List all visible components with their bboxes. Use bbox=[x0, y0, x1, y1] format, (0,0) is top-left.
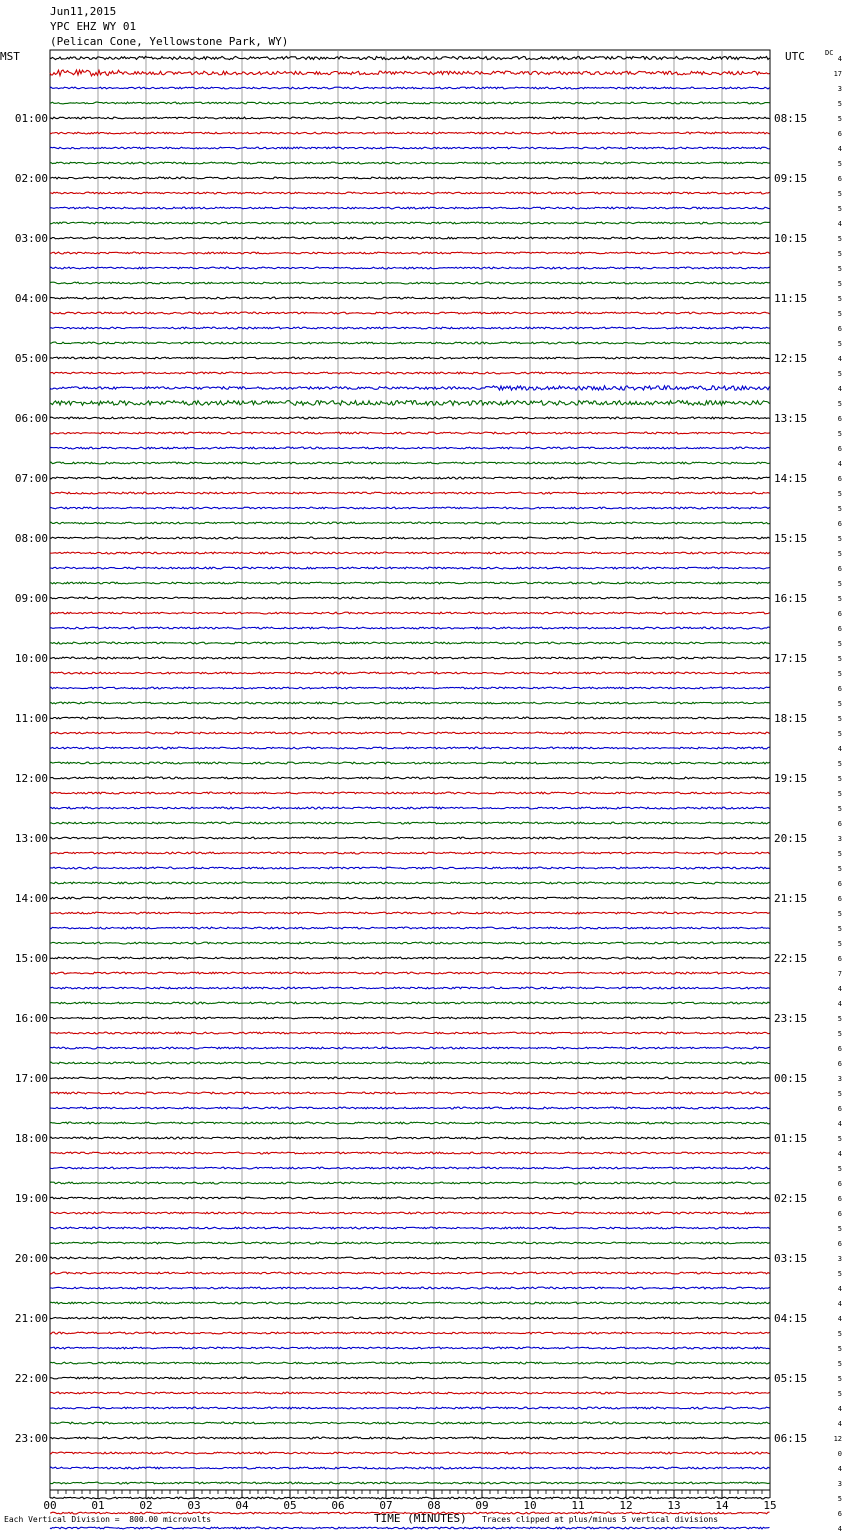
dc-offset-label: 4 bbox=[837, 1000, 842, 1008]
right-hour-label: 08:15 bbox=[774, 112, 808, 125]
seismic-trace-91 bbox=[50, 1407, 770, 1409]
dc-offset-label: 4 bbox=[837, 385, 842, 393]
dc-offset-label: 5 bbox=[837, 190, 842, 198]
dc-offset-label: 4 bbox=[837, 1300, 842, 1308]
dc-offset-label: 5 bbox=[837, 1360, 842, 1368]
seismic-trace-8 bbox=[50, 162, 770, 164]
left-hour-label: 20:00 bbox=[14, 1252, 48, 1265]
right-axis-label: UTC bbox=[785, 50, 805, 63]
dc-offset-label: 5 bbox=[837, 805, 842, 813]
dc-offset-label: 5 bbox=[837, 1270, 842, 1278]
seismic-trace-55 bbox=[50, 867, 770, 869]
dc-offset-label: 6 bbox=[837, 955, 842, 963]
dc-offset-label: 5 bbox=[837, 850, 842, 858]
seismic-trace-66 bbox=[50, 1032, 770, 1034]
seismic-trace-28 bbox=[50, 462, 770, 464]
seismic-trace-19 bbox=[50, 327, 770, 329]
dc-offset-label: 5 bbox=[837, 580, 842, 588]
right-hour-label: 12:15 bbox=[774, 352, 808, 365]
dc-offset-label: 5 bbox=[837, 115, 842, 123]
dc-offset-label: 5 bbox=[837, 865, 842, 873]
dc-offset-label: 6 bbox=[837, 415, 842, 423]
seismic-trace-56 bbox=[50, 882, 770, 884]
x-tick-label: 12 bbox=[619, 1499, 633, 1512]
seismic-trace-42 bbox=[50, 672, 770, 674]
dc-offset-label: 6 bbox=[837, 1210, 842, 1218]
seismic-trace-85 bbox=[50, 1317, 770, 1319]
seismic-trace-39 bbox=[50, 627, 770, 629]
dc-offset-label: 4 bbox=[837, 1120, 842, 1128]
right-hour-label: 15:15 bbox=[774, 532, 808, 545]
right-hour-label: 03:15 bbox=[774, 1252, 808, 1265]
dc-offset-label: 5 bbox=[837, 160, 842, 168]
dc-offset-label: 5 bbox=[837, 910, 842, 918]
x-tick-label: 04 bbox=[235, 1499, 249, 1512]
seismic-trace-45 bbox=[50, 717, 770, 719]
left-hour-label: 06:00 bbox=[14, 412, 48, 425]
seismic-trace-74 bbox=[50, 1152, 770, 1154]
dc-offset-label: 6 bbox=[837, 880, 842, 888]
dc-offset-label: 4 bbox=[837, 1285, 842, 1293]
dc-offset-label: 5 bbox=[837, 505, 842, 513]
dc-offset-label: 6 bbox=[837, 820, 842, 828]
dc-offset-label: 6 bbox=[837, 1105, 842, 1113]
seismic-trace-40 bbox=[50, 642, 770, 644]
seismic-trace-2 bbox=[50, 70, 770, 76]
dc-offset-label: 5 bbox=[837, 490, 842, 498]
seismic-trace-90 bbox=[50, 1392, 770, 1394]
left-hour-label: 03:00 bbox=[14, 232, 48, 245]
dc-offset-label: 6 bbox=[837, 445, 842, 453]
seismic-trace-48 bbox=[50, 762, 770, 764]
dc-offset-label: 5 bbox=[837, 670, 842, 678]
dc-offset-label: 3 bbox=[837, 1480, 842, 1488]
dc-offset-label: 6 bbox=[837, 130, 842, 138]
seismic-trace-79 bbox=[50, 1227, 770, 1229]
dc-offset-label: 4 bbox=[837, 55, 842, 63]
left-hour-label: 11:00 bbox=[14, 712, 48, 725]
x-tick-label: 15 bbox=[763, 1499, 777, 1512]
seismic-trace-7 bbox=[50, 147, 770, 149]
dc-offset-label: 4 bbox=[837, 1315, 842, 1323]
station-code: YPC EHZ WY 01 bbox=[50, 20, 137, 33]
seismic-trace-87 bbox=[50, 1347, 770, 1349]
left-hour-label: 13:00 bbox=[14, 832, 48, 845]
left-hour-label: 19:00 bbox=[14, 1192, 48, 1205]
right-hour-label: 02:15 bbox=[774, 1192, 808, 1205]
left-hour-label: 23:00 bbox=[14, 1432, 48, 1445]
left-hour-label: 09:00 bbox=[14, 592, 48, 605]
dc-offset-label: 5 bbox=[837, 535, 842, 543]
dc-offset-label: 5 bbox=[837, 310, 842, 318]
dc-offset-label: 6 bbox=[837, 1180, 842, 1188]
x-tick-label: 07 bbox=[379, 1499, 393, 1512]
seismic-trace-10 bbox=[50, 192, 770, 194]
dc-offset-label: 17 bbox=[833, 70, 842, 78]
seismic-trace-37 bbox=[50, 597, 770, 599]
seismic-trace-61 bbox=[50, 957, 770, 959]
right-hour-label: 04:15 bbox=[774, 1312, 808, 1325]
dc-offset-label: 12 bbox=[833, 1435, 842, 1443]
seismic-trace-99 bbox=[50, 1527, 770, 1529]
dc-offset-label: 5 bbox=[837, 1495, 842, 1503]
left-hour-label: 10:00 bbox=[14, 652, 48, 665]
dc-offset-label: 5 bbox=[837, 1165, 842, 1173]
dc-offset-label: 5 bbox=[837, 1225, 842, 1233]
seismic-trace-65 bbox=[50, 1017, 770, 1019]
seismic-trace-94 bbox=[50, 1452, 770, 1454]
dc-offset-label: 4 bbox=[837, 1150, 842, 1158]
dc-offset-label: 5 bbox=[837, 1390, 842, 1398]
dc-offset-label: 4 bbox=[837, 460, 842, 468]
dc-offset-label: 6 bbox=[837, 625, 842, 633]
x-tick-label: 14 bbox=[715, 1499, 729, 1512]
left-hour-label: 02:00 bbox=[14, 172, 48, 185]
dc-offset-label: 4 bbox=[837, 745, 842, 753]
right-hour-label: 21:15 bbox=[774, 892, 808, 905]
dc-offset-label: 6 bbox=[837, 475, 842, 483]
seismic-trace-92 bbox=[50, 1422, 770, 1424]
seismic-trace-32 bbox=[50, 522, 770, 524]
record-date: Jun11,2015 bbox=[50, 5, 117, 18]
dc-offset-label: 5 bbox=[837, 550, 842, 558]
right-hour-label: 11:15 bbox=[774, 292, 808, 305]
dc-offset-label: 5 bbox=[837, 340, 842, 348]
dc-offset-label: 6 bbox=[837, 685, 842, 693]
x-tick-label: 01 bbox=[91, 1499, 105, 1512]
right-hour-label: 14:15 bbox=[774, 472, 808, 485]
seismic-trace-30 bbox=[50, 492, 770, 494]
dc-offset-label: 4 bbox=[837, 220, 842, 228]
dc-offset-label: 5 bbox=[837, 280, 842, 288]
dc-offset-label: 0 bbox=[837, 1450, 842, 1458]
dc-offset-label: 5 bbox=[837, 235, 842, 243]
x-tick-label: 08 bbox=[427, 1499, 441, 1512]
left-hour-label: 17:00 bbox=[14, 1072, 48, 1085]
seismic-trace-70 bbox=[50, 1092, 770, 1094]
left-axis-label: MST bbox=[0, 50, 20, 63]
dc-offset-label: 5 bbox=[837, 1030, 842, 1038]
dc-offset-label: 4 bbox=[837, 1465, 842, 1473]
seismic-trace-14 bbox=[50, 252, 770, 254]
seismic-trace-18 bbox=[50, 312, 770, 314]
dc-offset-label: 3 bbox=[837, 835, 842, 843]
dc-offset-label: 5 bbox=[837, 250, 842, 258]
dc-label: DC bbox=[825, 49, 834, 57]
seismic-trace-50 bbox=[50, 792, 770, 794]
x-tick-label: 05 bbox=[283, 1499, 297, 1512]
seismic-trace-23 bbox=[50, 386, 770, 390]
seismic-trace-59 bbox=[50, 927, 770, 929]
dc-offset-label: 5 bbox=[837, 700, 842, 708]
seismic-trace-76 bbox=[50, 1182, 770, 1184]
seismic-trace-22 bbox=[50, 372, 770, 374]
dc-offset-label: 6 bbox=[837, 520, 842, 528]
dc-offset-label: 5 bbox=[837, 265, 842, 273]
right-hour-label: 23:15 bbox=[774, 1012, 808, 1025]
seismic-trace-80 bbox=[50, 1242, 770, 1244]
seismic-trace-51 bbox=[50, 807, 770, 809]
dc-offset-label: 6 bbox=[837, 610, 842, 618]
dc-offset-label: 4 bbox=[837, 145, 842, 153]
seismic-trace-57 bbox=[50, 897, 770, 899]
seismic-trace-95 bbox=[50, 1467, 770, 1469]
dc-offset-label: 5 bbox=[837, 1015, 842, 1023]
right-hour-label: 20:15 bbox=[774, 832, 808, 845]
clip-note: Traces clipped at plus/minus 5 vertical divisions bbox=[482, 1515, 719, 1524]
dc-offset-label: 5 bbox=[837, 730, 842, 738]
dc-offset-label: 3 bbox=[837, 1075, 842, 1083]
left-hour-label: 14:00 bbox=[14, 892, 48, 905]
seismic-trace-3 bbox=[50, 87, 770, 89]
seismic-trace-9 bbox=[50, 177, 770, 179]
dc-offset-label: 5 bbox=[837, 400, 842, 408]
left-hour-label: 15:00 bbox=[14, 952, 48, 965]
dc-offset-label: 5 bbox=[837, 595, 842, 603]
dc-offset-label: 5 bbox=[837, 100, 842, 108]
seismic-trace-72 bbox=[50, 1122, 770, 1124]
right-hour-label: 16:15 bbox=[774, 592, 808, 605]
seismic-trace-83 bbox=[50, 1287, 770, 1289]
seismic-trace-71 bbox=[50, 1107, 770, 1109]
seismic-trace-63 bbox=[50, 987, 770, 989]
dc-offset-label: 6 bbox=[837, 1510, 842, 1518]
left-hour-label: 18:00 bbox=[14, 1132, 48, 1145]
dc-offset-label: 4 bbox=[837, 1525, 842, 1533]
left-hour-label: 22:00 bbox=[14, 1372, 48, 1385]
dc-offset-label: 6 bbox=[837, 1240, 842, 1248]
dc-offset-label: 5 bbox=[837, 940, 842, 948]
seismic-trace-54 bbox=[50, 852, 770, 854]
seismic-trace-53 bbox=[50, 837, 770, 839]
seismic-trace-20 bbox=[50, 342, 770, 344]
right-hour-label: 09:15 bbox=[774, 172, 808, 185]
dc-offset-label: 5 bbox=[837, 370, 842, 378]
left-hour-label: 12:00 bbox=[14, 772, 48, 785]
seismic-trace-73 bbox=[50, 1137, 770, 1139]
seismic-trace-49 bbox=[50, 777, 770, 779]
dc-offset-label: 6 bbox=[837, 895, 842, 903]
seismic-trace-16 bbox=[50, 282, 770, 284]
right-hour-label: 22:15 bbox=[774, 952, 808, 965]
dc-offset-label: 5 bbox=[837, 1345, 842, 1353]
dc-offset-label: 6 bbox=[837, 175, 842, 183]
dc-offset-label: 5 bbox=[837, 655, 842, 663]
seismic-trace-17 bbox=[50, 297, 770, 299]
seismic-trace-69 bbox=[50, 1077, 770, 1079]
seismic-trace-81 bbox=[50, 1257, 770, 1259]
seismic-trace-64 bbox=[50, 1002, 770, 1004]
x-tick-label: 03 bbox=[187, 1499, 201, 1512]
right-hour-label: 10:15 bbox=[774, 232, 808, 245]
seismic-trace-12 bbox=[50, 222, 770, 224]
right-hour-label: 06:15 bbox=[774, 1432, 808, 1445]
seismic-trace-93 bbox=[50, 1437, 770, 1439]
left-hour-label: 05:00 bbox=[14, 352, 48, 365]
left-hour-label: 01:00 bbox=[14, 112, 48, 125]
seismic-trace-33 bbox=[50, 537, 770, 539]
seismic-trace-36 bbox=[50, 582, 770, 584]
seismic-trace-1 bbox=[50, 56, 770, 59]
seismic-trace-77 bbox=[50, 1197, 770, 1199]
dc-offset-label: 7 bbox=[837, 970, 842, 978]
dc-offset-label: 5 bbox=[837, 775, 842, 783]
dc-offset-label: 5 bbox=[837, 925, 842, 933]
right-hour-label: 19:15 bbox=[774, 772, 808, 785]
left-hour-label: 16:00 bbox=[14, 1012, 48, 1025]
x-tick-label: 11 bbox=[571, 1499, 585, 1512]
x-tick-label: 00 bbox=[43, 1499, 57, 1512]
seismic-trace-11 bbox=[50, 207, 770, 209]
seismic-trace-43 bbox=[50, 687, 770, 689]
seismic-trace-68 bbox=[50, 1062, 770, 1064]
x-axis-title: TIME (MINUTES) bbox=[374, 1512, 467, 1525]
left-hour-label: 07:00 bbox=[14, 472, 48, 485]
seismic-trace-60 bbox=[50, 942, 770, 944]
seismic-trace-97 bbox=[50, 1497, 770, 1499]
dc-offset-label: 5 bbox=[837, 1330, 842, 1338]
dc-offset-label: 6 bbox=[837, 1195, 842, 1203]
seismic-trace-96 bbox=[50, 1482, 770, 1484]
x-tick-label: 02 bbox=[139, 1499, 153, 1512]
dc-offset-label: 5 bbox=[837, 715, 842, 723]
seismic-trace-89 bbox=[50, 1377, 770, 1379]
dc-offset-label: 5 bbox=[837, 1090, 842, 1098]
dc-offset-label: 5 bbox=[837, 205, 842, 213]
dc-offset-label: 4 bbox=[837, 1405, 842, 1413]
x-tick-label: 10 bbox=[523, 1499, 537, 1512]
seismic-trace-78 bbox=[50, 1212, 770, 1214]
dc-offset-label: 5 bbox=[837, 790, 842, 798]
seismic-trace-62 bbox=[50, 972, 770, 974]
right-hour-label: 13:15 bbox=[774, 412, 808, 425]
dc-offset-label: 5 bbox=[837, 430, 842, 438]
seismic-trace-75 bbox=[50, 1167, 770, 1169]
seismic-trace-27 bbox=[50, 447, 770, 449]
dc-offset-label: 3 bbox=[837, 85, 842, 93]
dc-offset-label: 6 bbox=[837, 1060, 842, 1068]
seismic-trace-58 bbox=[50, 912, 770, 914]
seismic-trace-52 bbox=[50, 822, 770, 824]
right-hour-label: 17:15 bbox=[774, 652, 808, 665]
dc-offset-label: 5 bbox=[837, 640, 842, 648]
dc-offset-label: 4 bbox=[837, 1420, 842, 1428]
seismic-trace-35 bbox=[50, 567, 770, 569]
seismic-trace-25 bbox=[50, 417, 770, 419]
dc-offset-label: 3 bbox=[837, 1255, 842, 1263]
left-hour-label: 08:00 bbox=[14, 532, 48, 545]
seismic-trace-5 bbox=[50, 117, 770, 119]
right-hour-label: 00:15 bbox=[774, 1072, 808, 1085]
dc-offset-label: 5 bbox=[837, 1375, 842, 1383]
seismic-trace-88 bbox=[50, 1362, 770, 1364]
seismic-trace-67 bbox=[50, 1047, 770, 1049]
dc-offset-label: 6 bbox=[837, 1045, 842, 1053]
seismic-trace-6 bbox=[50, 132, 770, 134]
x-tick-label: 09 bbox=[475, 1499, 489, 1512]
seismic-trace-44 bbox=[50, 702, 770, 704]
right-hour-label: 18:15 bbox=[774, 712, 808, 725]
seismic-trace-41 bbox=[50, 657, 770, 659]
seismic-trace-38 bbox=[50, 612, 770, 614]
seismic-trace-24 bbox=[50, 401, 770, 406]
dc-offset-label: 6 bbox=[837, 325, 842, 333]
dc-offset-label: 4 bbox=[837, 985, 842, 993]
seismic-trace-82 bbox=[50, 1272, 770, 1274]
dc-offset-label: 5 bbox=[837, 760, 842, 768]
seismic-trace-15 bbox=[50, 267, 770, 269]
right-hour-label: 05:15 bbox=[774, 1372, 808, 1385]
dc-offset-label: 5 bbox=[837, 1135, 842, 1143]
seismic-trace-26 bbox=[50, 432, 770, 434]
x-tick-label: 06 bbox=[331, 1499, 345, 1512]
seismic-trace-86 bbox=[50, 1332, 770, 1334]
seismic-trace-13 bbox=[50, 237, 770, 239]
seismic-trace-29 bbox=[50, 477, 770, 479]
seismic-trace-47 bbox=[50, 747, 770, 749]
seismic-trace-84 bbox=[50, 1302, 770, 1304]
dc-offset-label: 6 bbox=[837, 565, 842, 573]
seismic-trace-4 bbox=[50, 102, 770, 104]
seismic-trace-21 bbox=[50, 357, 770, 359]
station-location: (Pelican Cone, Yellowstone Park, WY) bbox=[50, 35, 289, 48]
scale-note: Each Vertical Division = 800.00 microvolts bbox=[4, 1515, 212, 1524]
x-tick-label: 13 bbox=[667, 1499, 681, 1512]
right-hour-label: 01:15 bbox=[774, 1132, 808, 1145]
seismic-trace-34 bbox=[50, 552, 770, 554]
dc-offset-label: 5 bbox=[837, 295, 842, 303]
seismic-trace-31 bbox=[50, 507, 770, 509]
seismic-trace-46 bbox=[50, 732, 770, 734]
left-hour-label: 04:00 bbox=[14, 292, 48, 305]
dc-offset-label: 4 bbox=[837, 355, 842, 363]
left-hour-label: 21:00 bbox=[14, 1312, 48, 1325]
